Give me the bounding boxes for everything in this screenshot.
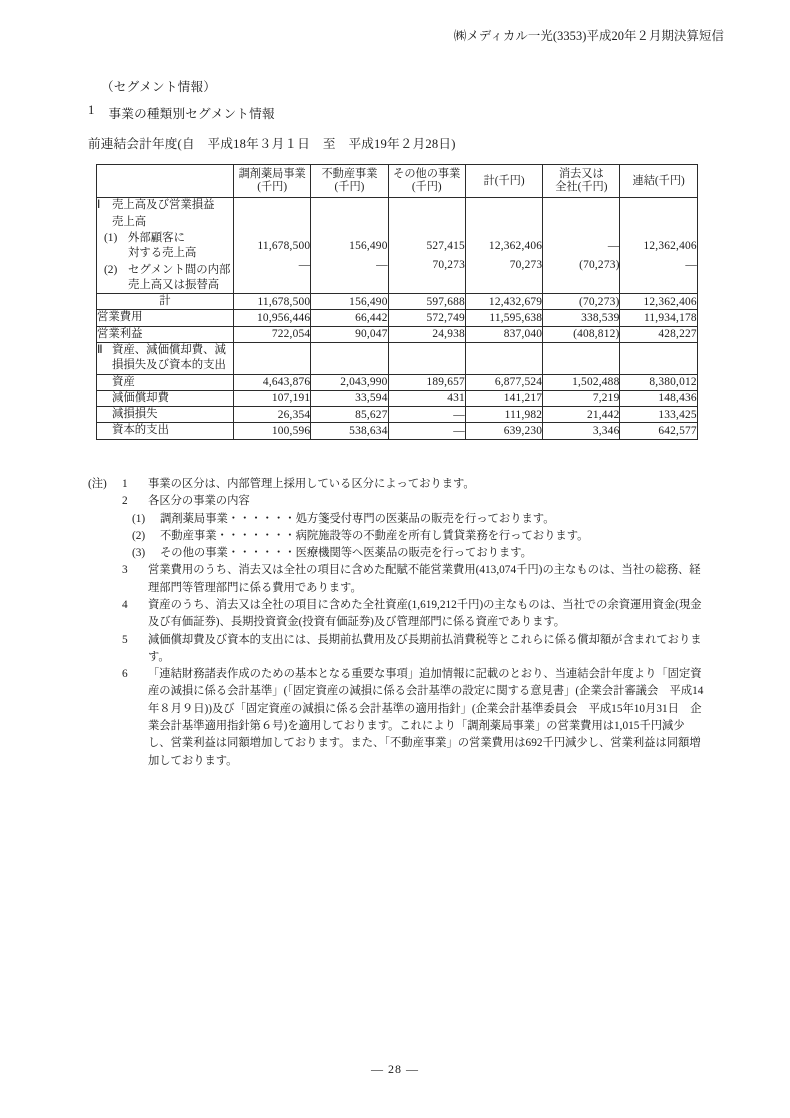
note-1-text: 事業の区分は、内部管理上採用している区分によっております。: [148, 478, 475, 490]
cell-section2-blank-6: [620, 342, 697, 374]
cell-operating-expenses-other: 572,749: [388, 310, 465, 326]
cell-assets-pharmacy: 4,643,876: [234, 374, 311, 390]
note-2c-text: その他の事業・・・・・・医療機関等へ医薬品の販売を行っております。: [160, 547, 532, 560]
cell-assets-total: 6,877,524: [465, 374, 542, 390]
row-label-sales-subtotal: 計: [97, 294, 234, 310]
header-other-line1: その他の事業: [393, 168, 461, 180]
cell-capex-pharmacy: 100,596: [234, 423, 311, 439]
cell-sales-subtotal-real-estate: 156,490: [311, 294, 388, 310]
cell-operating-expenses-consolidated: 11,934,178: [620, 310, 697, 326]
subsection-number: 1: [88, 103, 95, 117]
cell-capex-consolidated: 642,577: [620, 423, 697, 439]
row-label-assets: [97, 374, 234, 390]
cell-depreciation-pharmacy: 107,191: [234, 390, 311, 406]
note-1-number: 1: [122, 478, 128, 490]
cell-impairment-pharmacy: 26,354: [234, 407, 311, 423]
cell-impairment-total: 111,982: [465, 407, 542, 423]
note-item-5: [88, 632, 706, 667]
table-row-capex: [97, 423, 698, 439]
header-real-estate-line2: (千円): [334, 181, 365, 194]
table-row-operating-expenses: [97, 310, 698, 326]
note-6-text: 「連結財務諸表作成のための基本となる重要な事項」追加情報に記載のとおり、当連結会計年度より「固定資産の減損に係る会計基準」(「固定資産の減損に係る会計基準の設定に関する意見書」(企業会計審議会 平成14年８月９日))及び「固定資産の減損に係る会計基準の適用指針」(企業会計基準委員会 平成15年10月31日 企業会計基準適用指針第６号)を適用しております。これにより「調剤薬局事業」の営業費用は1,015千円減少し、営業利益は同額増加しております。また、「不動産事業」の営業費用は692千円減少し、営業利益は同額増加しております。: [148, 668, 704, 767]
table-row-section2-heading: [97, 342, 698, 374]
notes-section: [88, 476, 706, 770]
section1-label-cell: [97, 198, 234, 294]
header-consolidated: 連結(千円): [620, 165, 697, 198]
segment-information-table: [96, 164, 698, 440]
header-real-estate-line1: 不動産事業: [321, 168, 378, 180]
note-item-2c: [88, 545, 706, 562]
subsection-heading: [88, 103, 275, 122]
note-2c-marker: (3): [132, 547, 146, 560]
cell-assets-real-estate: 2,043,990: [311, 374, 388, 390]
cell-impairment-elimination: 21,442: [543, 407, 620, 423]
header-other-line2: (千円): [411, 181, 442, 194]
page-number: — 28 —: [371, 1062, 419, 1076]
cell-external-sales-total: 12,362,406: [465, 198, 542, 294]
note-6-number: 6: [122, 668, 128, 681]
cell-assets-other: 189,657: [388, 374, 465, 390]
header-pharmacy: [234, 165, 311, 198]
note-item-6: [88, 666, 706, 770]
cell-operating-expenses-real-estate: 66,442: [311, 310, 388, 326]
cell-external-sales-pharmacy: 11,678,500: [234, 198, 311, 294]
table-row-section1-block: [97, 198, 698, 294]
note-item-3: [88, 562, 706, 597]
cell-external-sales-real-estate: 156,490: [311, 198, 388, 294]
cell-external-sales-other: 527,415: [388, 198, 465, 294]
header-pharmacy-line1: 調剤薬局事業: [238, 168, 306, 180]
intersegment-line2: 売上高又は振替高: [128, 278, 220, 291]
cell-depreciation-elimination: 7,219: [543, 390, 620, 406]
external-sales-line2: 対する売上高: [128, 247, 197, 260]
section1-heading: 売上高及び営業損益: [112, 199, 215, 212]
cell-impairment-real-estate: 85,627: [311, 407, 388, 423]
header-total: 計(千円): [465, 165, 542, 198]
note-item-2: [88, 493, 706, 510]
cell-operating-income-total: 837,040: [465, 326, 542, 342]
cell-intersegment-real-estate: ―: [376, 259, 388, 271]
cell-intersegment-total: 70,273: [509, 259, 543, 271]
external-sales-line1: 外部顧客に: [128, 232, 185, 244]
section2-label-cell: [97, 342, 234, 374]
note-2-text: 各区分の事業の内容: [148, 495, 250, 508]
cell-section2-blank-3: [388, 342, 465, 374]
cell-intersegment-consolidated: ―: [685, 259, 697, 271]
note-2b-text: 不動産事業・・・・・・・病院施設等の不動産を所有し賃貸業務を行っております。: [160, 529, 589, 542]
cell-sales-subtotal-elimination: (70,273): [543, 294, 620, 310]
header-pharmacy-line2: (千円): [257, 181, 288, 194]
subsection-label: 事業の種類別セグメント情報: [108, 107, 275, 121]
cell-capex-elimination: 3,346: [543, 423, 620, 439]
cell-assets-elimination: 1,502,488: [543, 374, 620, 390]
note-5-text: 減価償却費及び資本的支出には、長期前払費用及び長期前払消費税等とこれらに係る償却額が含まれております。: [148, 633, 702, 663]
note-2a-text: 調剤薬局事業・・・・・・処方箋受付専門の医薬品の販売を行っております。: [160, 512, 555, 525]
header-other: [388, 165, 465, 198]
cell-intersegment-elimination: (70,273): [579, 259, 620, 271]
table-row-impairment: [97, 407, 698, 423]
note-4-text: 資産のうち、消去又は全社の項目に含めた全社資産(1,619,212千円)の主なものは、当社での余資運用資金(現金及び有価証券)、長期投資資金(投資有価証券)及び管理部門に係る資産であります。: [148, 598, 702, 629]
row-label-capex: [97, 423, 234, 439]
page-title: （セグメント情報）: [101, 80, 217, 94]
note-item-4: [88, 597, 706, 632]
cell-operating-expenses-elimination: 338,539: [543, 310, 620, 326]
cell-sales-subtotal-total: 12,432,679: [465, 294, 542, 310]
cell-external-sales-elimination: ―: [543, 198, 620, 294]
depreciation-label-text: 減価償却費: [112, 391, 169, 404]
cell-section2-blank-4: [465, 342, 542, 374]
external-sales-marker: (1): [104, 232, 118, 244]
cell-impairment-other: ―: [388, 407, 465, 423]
cell-operating-income-real-estate: 90,047: [311, 326, 388, 342]
section1-subheading: 売上高: [112, 215, 147, 228]
section2-heading-row: [97, 343, 233, 374]
header-elimination: [543, 165, 620, 198]
intersegment-marker: (2): [104, 263, 118, 276]
section1-numeral: Ⅰ: [97, 199, 101, 212]
reporting-period: 前連結会計年度(自 平成18年３月１日 至 平成19年２月28日): [88, 137, 456, 151]
note-2b-marker: (2): [132, 529, 146, 542]
cell-intersegment-pharmacy: ―: [298, 259, 311, 271]
cell-sales-subtotal-consolidated: 12,362,406: [620, 294, 697, 310]
header-elimination-line2: 全社(千円): [555, 181, 608, 194]
cell-sales-subtotal-other: 597,688: [388, 294, 465, 310]
table-row-sales-subtotal: [97, 294, 698, 310]
section2-heading-line1: 資産、減価償却費、減: [112, 343, 226, 356]
cell-operating-income-pharmacy: 722,054: [234, 326, 311, 342]
table-row-operating-income: [97, 326, 698, 342]
row-label-operating-income: 営業利益: [97, 326, 234, 342]
cell-section2-blank-2: [311, 342, 388, 374]
row-label-impairment: [97, 407, 234, 423]
cell-depreciation-consolidated: 148,436: [620, 390, 697, 406]
assets-label-text: 資産: [112, 375, 135, 388]
note-5-number: 5: [122, 633, 128, 646]
cell-operating-expenses-pharmacy: 10,956,446: [234, 310, 311, 326]
capex-label-text: 資本的支出: [112, 424, 169, 437]
cell-operating-income-elimination: (408,812): [543, 326, 620, 342]
cell-intersegment-other: 70,273: [432, 259, 465, 271]
note-2a-marker: (1): [132, 512, 146, 525]
table-row-depreciation: [97, 390, 698, 406]
header-elimination-line1: 消去又は: [558, 168, 604, 180]
cell-capex-other: ―: [388, 423, 465, 439]
table-header-row: [97, 165, 698, 198]
cell-capex-real-estate: 538,634: [311, 423, 388, 439]
cell-operating-income-other: 24,938: [388, 326, 465, 342]
cell-capex-total: 639,230: [465, 423, 542, 439]
cell-operating-income-consolidated: 428,227: [620, 326, 697, 342]
intersegment-line1: セグメント間の内部: [128, 263, 231, 276]
table-row-assets: [97, 374, 698, 390]
section2-numeral: Ⅱ: [97, 343, 103, 356]
cell-sales-subtotal-pharmacy: 11,678,500: [234, 294, 311, 310]
section2-heading-line2: 損損失及び資本的支出: [112, 359, 226, 372]
note-item-2a: [88, 511, 706, 528]
row-label-intersegment: [97, 263, 233, 294]
header-blank: [97, 165, 234, 198]
note-item-2b: [88, 528, 706, 545]
note-3-number: 3: [122, 564, 128, 577]
cell-section2-blank-1: [234, 342, 311, 374]
note-4-number: 4: [122, 598, 128, 611]
header-real-estate: [311, 165, 388, 198]
cell-depreciation-total: 141,217: [465, 390, 542, 406]
cell-operating-expenses-total: 11,595,638: [465, 310, 542, 326]
cell-depreciation-other: 431: [388, 390, 465, 406]
cell-section2-blank-5: [543, 342, 620, 374]
cell-external-sales-consolidated: 12,362,406: [620, 198, 697, 294]
row-label-depreciation: [97, 390, 234, 406]
notes-label: (注): [88, 478, 107, 490]
note-item-1: [88, 476, 706, 493]
cell-depreciation-real-estate: 33,594: [311, 390, 388, 406]
note-3-text: 営業費用のうち、消去又は全社の項目に含めた配賦不能営業費用(413,074千円)の主なものは、当社の総務、経理部門等管理部門に係る費用であります。: [148, 564, 701, 594]
section1-heading-row: [97, 198, 233, 213]
cell-assets-consolidated: 8,380,012: [620, 374, 697, 390]
row-label-operating-expenses: 営業費用: [97, 310, 234, 326]
impairment-label-text: 減損損失: [112, 408, 158, 421]
note-2-number: 2: [122, 495, 128, 508]
row-label-external-sales: [97, 231, 233, 262]
cell-impairment-consolidated: 133,425: [620, 407, 697, 423]
running-header: ㈱メディカル一光(3353)平成20年２月期決算短信: [453, 29, 724, 43]
